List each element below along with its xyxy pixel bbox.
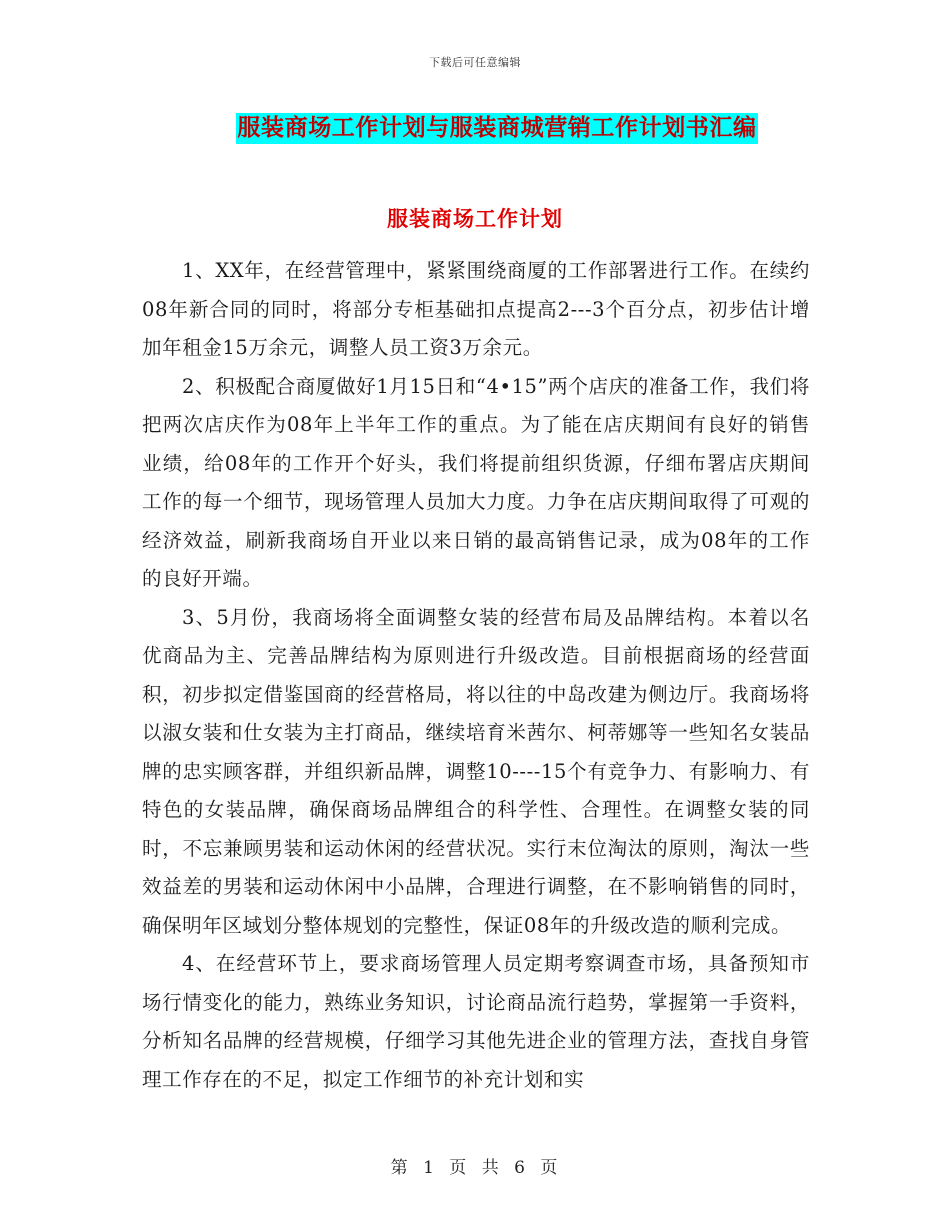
- header-note: 下载后可任意编辑: [429, 56, 521, 69]
- paragraph-4: 4、在经营环节上，要求商场管理人员定期考察调查市场，具备预知市场行情变化的能力，熟练业务知识，讨论商品流行趋势，掌握第一手资料，分析知名品牌的经营规模，仔细学习其他先进企业的管理方法，查找自身管理工作存在的不足，拟定工作细节的补充计划和实: [142, 952, 810, 1091]
- paragraph-2: 2、积极配合商厦做好1月15日和“4•15”两个店庆的准备工作，我们将把两次店庆作为08年上半年工作的重点。为了能在店庆期间有良好的销售业绩，给08年的工作开个好头，我们将提前组织货源，仔细布署店庆期间工作的每一个细节，现场管理人员加大力度。力争在店庆期间取得了可观的经济效益，刷新我商场自开业以来日销的最高销售记录，成为08年的工作的良好开端。: [142, 374, 810, 590]
- paragraph-1: 1、XX年，在经营管理中，紧紧围绕商厦的工作部署进行工作。在续约08年新合同的同时，将部分专柜基础扣点提高2---3个百分点，初步估计增加年租金15万余元，调整人员工资3万余元。: [142, 259, 810, 359]
- page-number-footer: 第 1 页 共 6 页: [390, 1158, 560, 1178]
- section-title: 服装商场工作计划: [387, 207, 563, 231]
- paragraph-3: 3、5月份，我商场将全面调整女装的经营布局及品牌结构。本着以名优商品为主、完善品牌结构为原则进行升级改造。目前根据商场的经营面积，初步拟定借鉴国商的经营格局，将以往的中岛改建为侧边厅。我商场将以淑女装和仕女装为主打商品，继续培育米茜尔、柯蒂娜等一些知名女装品牌的忠实顾客群，并组织新品牌，调整10----15个有竞争力、有影响力、有特色的女装品牌，确保商场品牌组合的科学性、合理性。在调整女装的同时，不忘兼顾男装和运动休闲的经营状况。实行末位淘汰的原则，淘汰一些效益差的男装和运动休闲中小品牌，合理进行调整，在不影响销售的同时，确保明年区域划分整体规划的完整性，保证08年的升级改造的顺利完成。: [142, 605, 810, 937]
- main-title-container: [0, 113, 950, 144]
- document-body: [142, 252, 810, 1099]
- main-title: 服装商场工作计划与服装商城营销工作计划书汇编: [236, 113, 757, 144]
